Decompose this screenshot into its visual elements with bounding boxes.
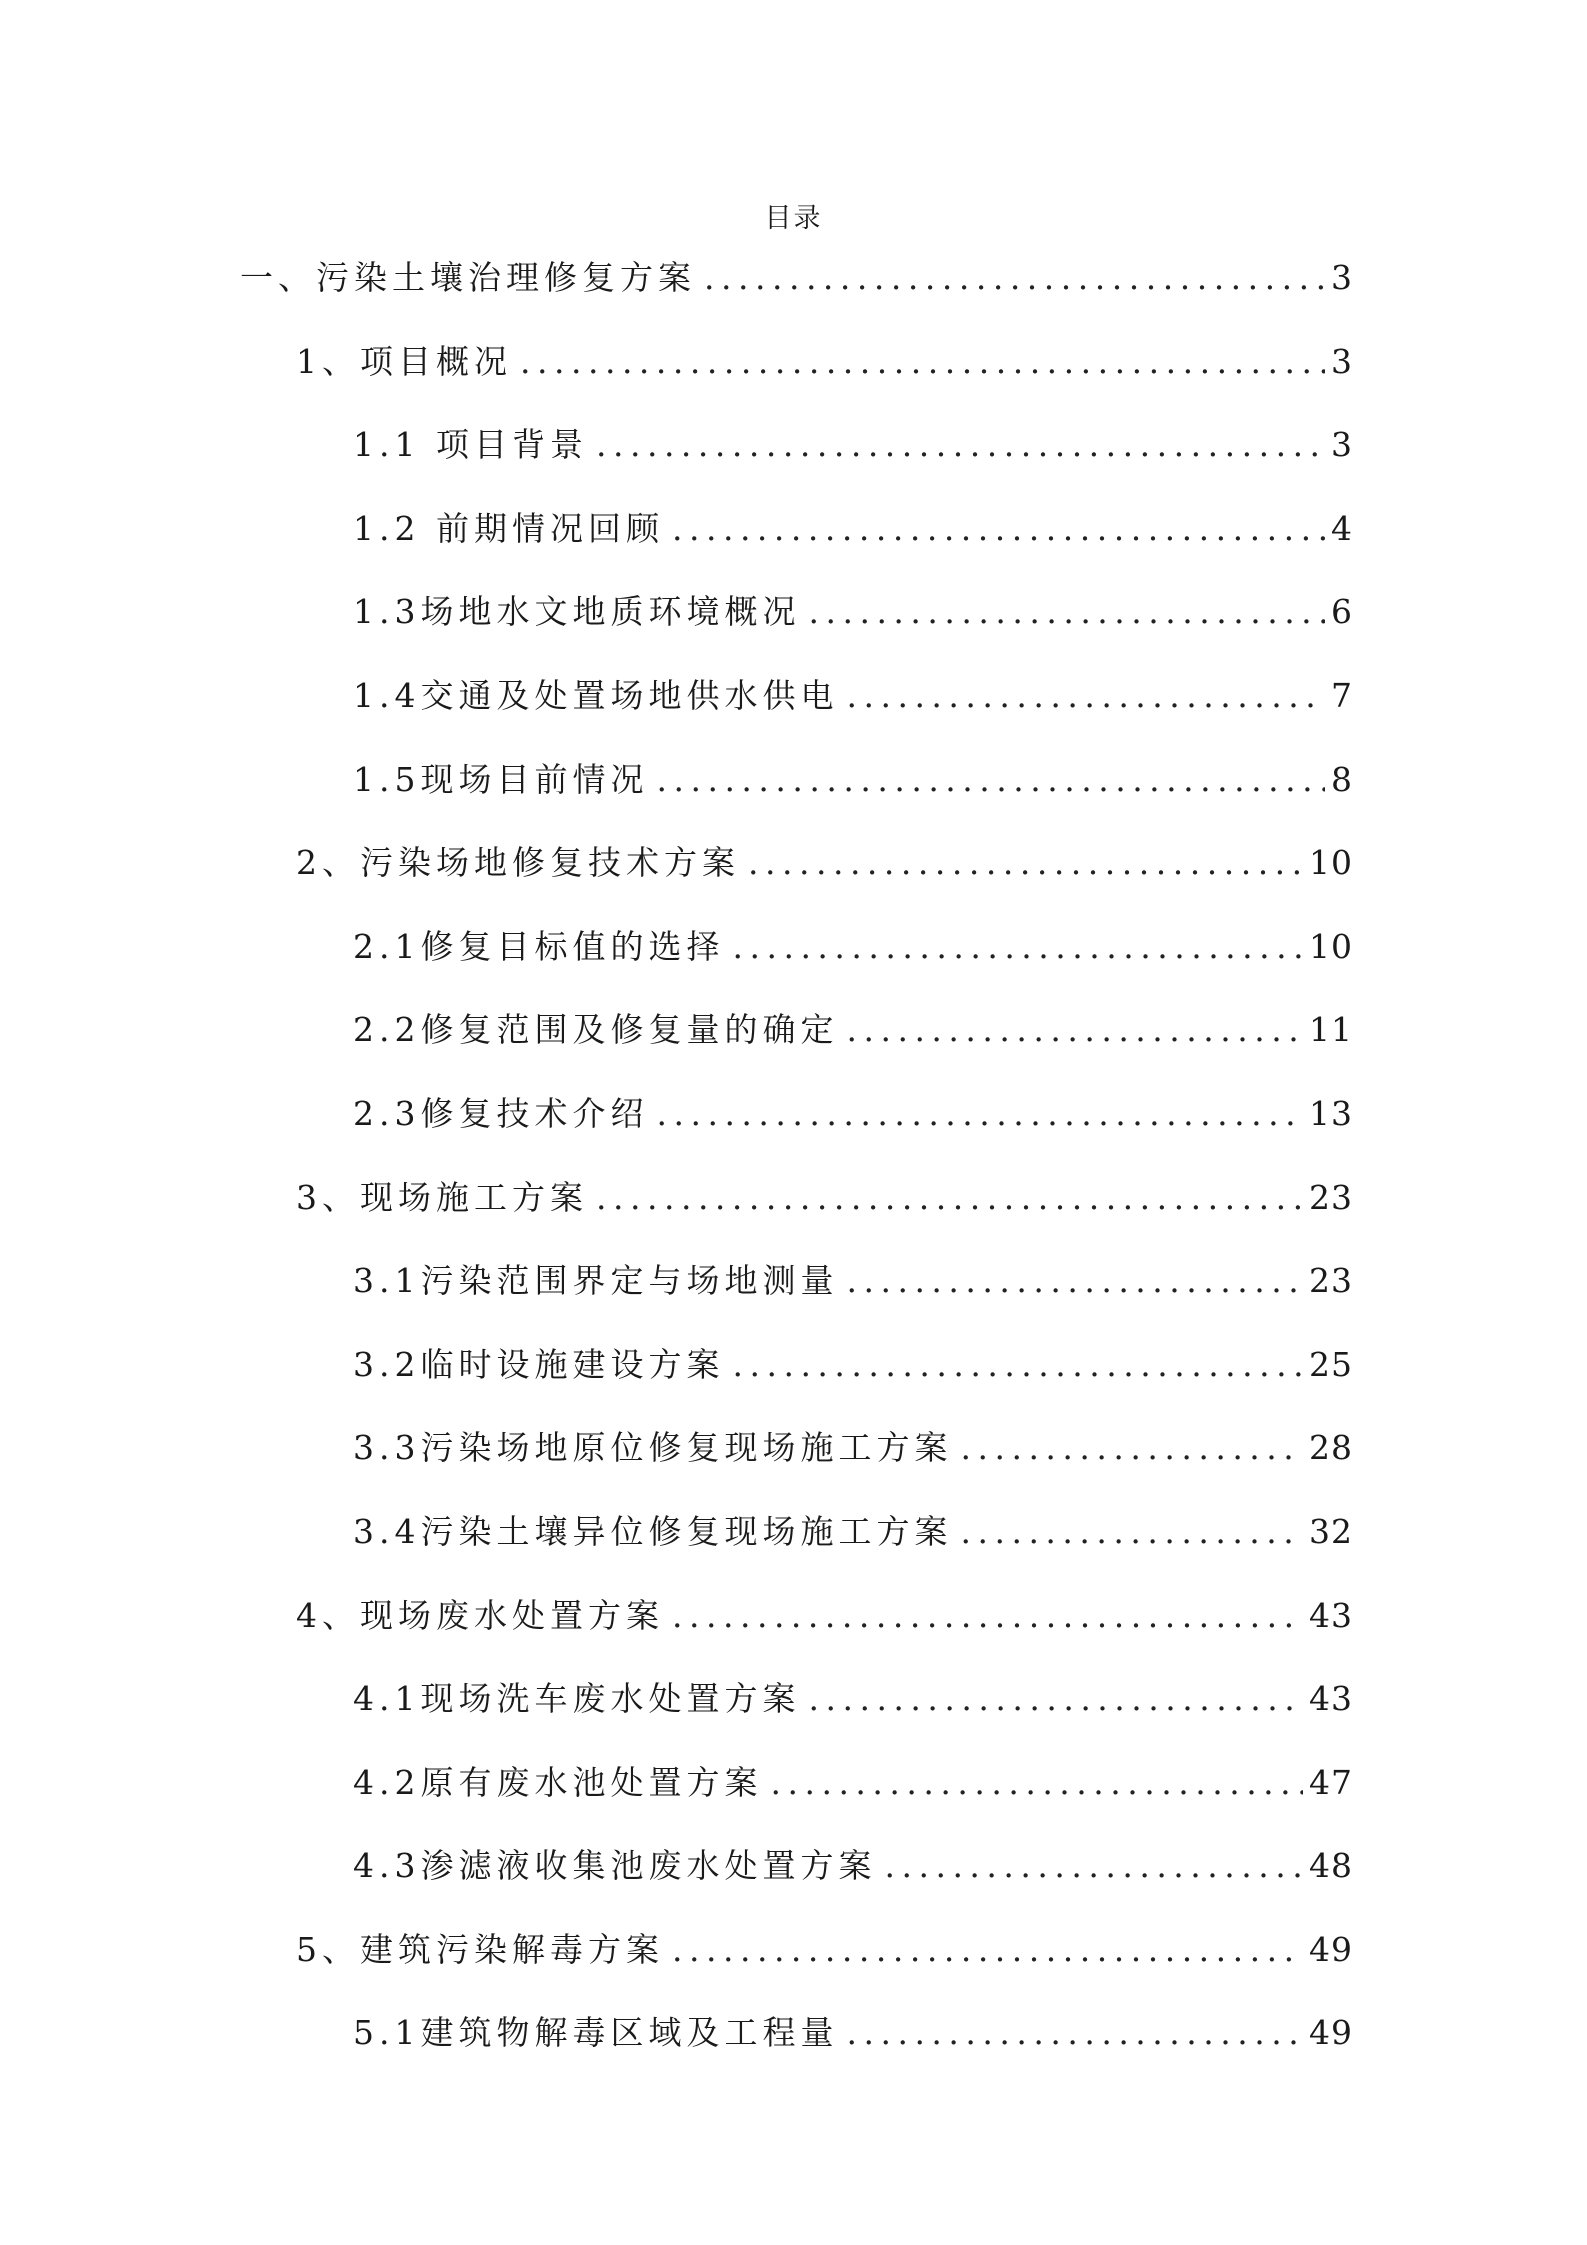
dot-leader: [672, 1930, 1303, 1970]
toc-entry[interactable]: [0, 752, 1587, 836]
toc-entry-page-number: 47: [1309, 1762, 1353, 1802]
toc-entry[interactable]: [0, 1755, 1587, 1839]
dot-leader: [808, 592, 1325, 632]
toc-entry-page-number: 6: [1331, 592, 1353, 632]
toc-entry-row: [353, 676, 1353, 716]
toc-entry-label: 2.1修复目标值的选择: [353, 926, 725, 966]
dot-leader: [520, 342, 1325, 382]
toc-entry-page-number: 3: [1331, 258, 1353, 297]
page-title: 目录: [764, 203, 823, 234]
dot-leader: [672, 1596, 1303, 1636]
toc-entry-row: [296, 1596, 1353, 1636]
toc-entry-row: [353, 1345, 1353, 1385]
toc-entry-label: 2.2修复范围及修复量的确定: [353, 1010, 839, 1050]
toc-entry-row: [240, 258, 1353, 298]
toc-entry-page-number: 11: [1309, 1010, 1353, 1050]
toc-entry-label: 3.4污染土壤异位修复现场施工方案: [353, 1511, 953, 1551]
toc-entry-row: [353, 1010, 1353, 1050]
dot-leader: [672, 509, 1325, 549]
toc-entry-row: [353, 1094, 1353, 1134]
toc-entry-label: 3、现场施工方案: [296, 1177, 588, 1217]
toc-entry-row: [296, 843, 1353, 883]
dot-leader: [846, 676, 1325, 716]
toc-entry-row: [296, 1178, 1353, 1218]
toc-entry-label: 2.3修复技术介绍: [353, 1093, 649, 1133]
dot-leader: [846, 2013, 1303, 2053]
toc-entry-label: 1.5现场目前情况: [353, 759, 649, 799]
toc-entry-label: 3.3污染场地原位修复现场施工方案: [353, 1428, 953, 1468]
toc-entry-page-number: 49: [1309, 2013, 1353, 2053]
dot-leader: [770, 1763, 1303, 1803]
toc-entry-page-number: 7: [1331, 675, 1353, 715]
dot-leader: [704, 258, 1325, 298]
toc-entry[interactable]: [0, 668, 1587, 752]
toc-entry[interactable]: [0, 835, 1587, 919]
toc-entry-row: [353, 509, 1353, 549]
toc-entry-page-number: 10: [1309, 926, 1353, 966]
toc-entry-label: 一、污染土壤治理修复方案: [240, 258, 696, 297]
toc-entry-label: 2、污染场地修复技术方案: [296, 843, 740, 883]
toc-entry-row: [353, 425, 1353, 465]
toc-entry-row: [353, 927, 1353, 967]
dot-leader: [596, 425, 1325, 465]
toc-entry[interactable]: [0, 1170, 1587, 1254]
toc-entry-label: 3.2临时设施建设方案: [353, 1344, 725, 1384]
toc-entry-page-number: 13: [1309, 1093, 1353, 1133]
toc-entry-page-number: 8: [1331, 759, 1353, 799]
toc-entry-label: 4.1现场洗车废水处置方案: [353, 1679, 801, 1719]
toc-entry-row: [296, 342, 1353, 382]
toc-entry-row: [353, 592, 1353, 632]
table-of-contents: [0, 250, 1587, 2089]
dot-leader: [808, 1679, 1303, 1719]
toc-entry-page-number: 4: [1331, 508, 1353, 548]
toc-entry-label: 1、项目概况: [296, 341, 512, 381]
toc-entry-row: [353, 1763, 1353, 1803]
toc-entry-label: 5、建筑污染解毒方案: [296, 1929, 664, 1969]
toc-entry-label: 3.1污染范围界定与场地测量: [353, 1261, 839, 1301]
toc-entry[interactable]: [0, 1922, 1587, 2006]
toc-entry[interactable]: [0, 1086, 1587, 1170]
toc-entry[interactable]: [0, 1337, 1587, 1421]
toc-entry[interactable]: [0, 1420, 1587, 1504]
dot-leader: [596, 1178, 1303, 1218]
toc-entry-page-number: 23: [1309, 1177, 1353, 1217]
toc-entry-label: 1.3场地水文地质环境概况: [353, 592, 801, 632]
toc-entry[interactable]: [0, 584, 1587, 668]
toc-entry-label: 1.2 前期情况回顾: [353, 508, 664, 548]
dot-leader: [732, 927, 1303, 967]
toc-entry-row: [353, 1846, 1353, 1886]
toc-entry-row: [353, 1428, 1353, 1468]
dot-leader: [748, 843, 1303, 883]
toc-entry[interactable]: [0, 919, 1587, 1003]
toc-entry-row: [353, 1261, 1353, 1301]
toc-entry[interactable]: [0, 1504, 1587, 1588]
toc-entry-row: [353, 1679, 1353, 1719]
toc-entry[interactable]: [0, 1002, 1587, 1086]
toc-entry-row: [296, 1930, 1353, 1970]
toc-entry[interactable]: [0, 1588, 1587, 1672]
toc-entry-page-number: 28: [1309, 1428, 1353, 1468]
toc-entry-label: 4、现场废水处置方案: [296, 1595, 664, 1635]
toc-entry[interactable]: [0, 501, 1587, 585]
toc-entry-label: 1.1 项目背景: [353, 425, 588, 465]
toc-entry-row: [353, 2013, 1353, 2053]
dot-leader: [656, 1094, 1303, 1134]
toc-entry-label: 4.3渗滤液收集池废水处置方案: [353, 1846, 877, 1886]
toc-entry-page-number: 3: [1331, 425, 1353, 465]
toc-entry[interactable]: [0, 250, 1587, 334]
toc-entry-page-number: 10: [1309, 843, 1353, 883]
toc-entry[interactable]: [0, 1253, 1587, 1337]
toc-entry-label: 1.4交通及处置场地供水供电: [353, 675, 839, 715]
dot-leader: [884, 1846, 1303, 1886]
toc-entry-page-number: 48: [1309, 1846, 1353, 1886]
toc-entry-page-number: 23: [1309, 1261, 1353, 1301]
toc-entry-page-number: 43: [1309, 1679, 1353, 1719]
toc-entry[interactable]: [0, 334, 1587, 418]
dot-leader: [960, 1428, 1303, 1468]
toc-entry-row: [353, 760, 1353, 800]
toc-entry-label: 5.1建筑物解毒区域及工程量: [353, 2013, 839, 2053]
toc-entry-label: 4.2原有废水池处置方案: [353, 1762, 763, 1802]
dot-leader: [846, 1261, 1303, 1301]
toc-entry-page-number: 49: [1309, 1929, 1353, 1969]
toc-entry[interactable]: [0, 1838, 1587, 1922]
toc-entry-page-number: 25: [1309, 1344, 1353, 1384]
toc-entry-page-number: 32: [1309, 1511, 1353, 1551]
toc-entry[interactable]: [0, 417, 1587, 501]
toc-entry-page-number: 3: [1331, 341, 1353, 381]
dot-leader: [732, 1345, 1303, 1385]
dot-leader: [960, 1512, 1303, 1552]
dot-leader: [656, 760, 1325, 800]
toc-entry-page-number: 43: [1309, 1595, 1353, 1635]
dot-leader: [846, 1010, 1303, 1050]
toc-entry-row: [353, 1512, 1353, 1552]
toc-entry[interactable]: [0, 2005, 1587, 2089]
toc-entry[interactable]: [0, 1671, 1587, 1755]
